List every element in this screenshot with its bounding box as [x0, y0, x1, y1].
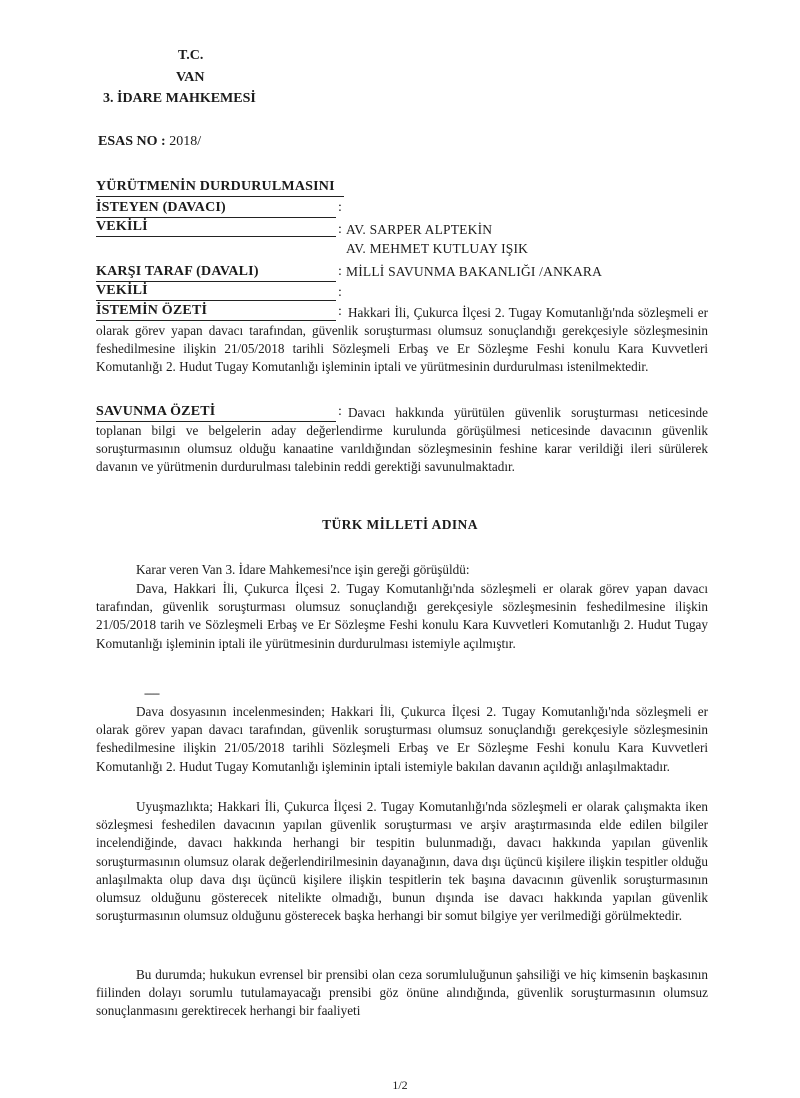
defense-summary-colon: : [338, 404, 342, 419]
page-number: 1/2 [392, 1078, 408, 1092]
request-label: YÜRÜTMENİN DURDURULMASINI [96, 179, 344, 197]
body-paragraph-4: Uyuşmazlıkta; Hakkari İli, Çukurca İlçesi 2. Tugay Komutanlığı'nda sözleşmeli er olarak çalışmakta iken sözleşmesi feshedilen davacının yapılan güvenlik soruşturması ve arşiv araştırmasında elde edilen bilgiler incelendiğinde, davacı hakkında herhangi bir tespitin bulunmadığı, davacı hakkında yapılan güvenlik soruşturmasının olumsuz olarak değerlendirilmesinin dayanağının, dava dışı üçüncü kişilere ilişkin tespitler olduğu anlaşılmakta olup dava dışı üçüncü kişilere ilişkin tespitlerin tek başına davacının güvenlik soruşturmasının olumsuz olduğunu gösterecek nitelikte olmadığı, bunun dışında ise davacı hakkında yapılan güvenlik soruşturmasının olumsuz olduğunu gösterecek başka herhangi bir somut bilgiye yer verilmediği görülmektedir. [96, 799, 708, 924]
claim-summary-label: İSTEMİN ÖZETİ [96, 303, 336, 321]
separator-dash: ----- [144, 686, 159, 700]
defendant-colon: : [338, 264, 342, 279]
defense-summary-label: SAVUNMA ÖZETİ [96, 404, 336, 422]
body-paragraph-3: Dava dosyasının incelenmesinden; Hakkari İli, Çukurca İlçesi 2. Tugay Komutanlığı'nda sözleşmeli er olarak görev yapan davacı tarafından, güvenlik soruşturması olumsuz sonuçlandığı gerekçesiyle sözleşmesinin feshedilmesine ilişkin 21/05/2018 tarihli Sözleşmeli Erbaş ve Er Sözleşme Feshi konulu Kara Kuvvetleri Komutanlığı 2. Hudut Tugay Komutanlığı işleminin iptali istemiyle bakılan davanın açıldığı anlaşılmaktadır. [96, 704, 708, 774]
body-paragraph-1: Karar veren Van 3. İdare Mahkemesi'nce işin gereği görüşüldü: [136, 562, 470, 577]
counsel-label: VEKİLİ [96, 219, 336, 237]
plaintiff-colon: : [338, 200, 342, 215]
counsel-colon: : [338, 222, 342, 237]
header-tc: T.C. [178, 48, 204, 63]
judgment-title: TÜRK MİLLETİ ADINA [322, 517, 478, 532]
defendant-value: MİLLİ SAVUNMA BAKANLIĞI /ANKARA [346, 264, 603, 279]
header-court: 3. İDARE MAHKEMESİ [103, 91, 256, 106]
defense-summary-text: Davacı hakkında yürütülen güvenlik soruşturması neticesinde toplanan bilgi ve belgelerin aday değerlendirme kurulunda görüşülmesi neticesinde davacının güvenlik soruşturmasının olumsuz olduğu kanaatine varıldığından sözleşmesinin feshine karar verildiği ileri sürülerek davanın ve yürütmenin durdurulması talebinin reddi gerektiği savunulmaktadır. [96, 405, 708, 474]
body-paragraph-5: Bu durumda; hukukun evrensel bir prensibi olan ceza sorumluluğunun şahsiliği ve hiç kimsenin başkasının fiilinden dolayı sorumlu tutulamayacağı prensibi göz önüne alındığında, güvenlik soruşturmasının olumsuz sonuçlanmasını gerektirecek herhangi bir faaliyeti [96, 967, 708, 1019]
counsel-value-2: AV. MEHMET KUTLUAY IŞIK [346, 241, 529, 256]
header-city: VAN [176, 70, 205, 85]
case-number-label: ESAS NO : [98, 134, 166, 149]
body-paragraph-2: Dava, Hakkari İli, Çukurca İlçesi 2. Tugay Komutanlığı'nda sözleşmeli er olarak görev yapan davacı tarafından, güvenlik soruşturması olumsuz sonuçlandığı gerekçesiyle sözleşmesinin feshedilmesine ilişkin 21/05/2018 tarih ve Sözleşmeli Erbaş ve Er Sözleşme Feshi konulu Kara Kuvvetleri Komutanlığı 2. Hudut Tugay Komutanlığı işleminin iptali ile yürütmesinin durdurulması istemiyle açılmıştır. [96, 581, 708, 651]
defendant-counsel-colon: : [338, 285, 342, 300]
case-number [98, 134, 201, 150]
case-number-value: 2018/ [169, 134, 202, 149]
plaintiff-label: İSTEYEN (DAVACI) [96, 200, 336, 218]
defendant-counsel-label: VEKİLİ [96, 283, 336, 301]
defendant-label: KARŞI TARAF (DAVALI) [96, 264, 336, 282]
claim-summary-colon: : [338, 304, 342, 319]
counsel-value-1: AV. SARPER ALPTEKİN [346, 222, 493, 237]
claim-summary-text: Hakkari İli, Çukurca İlçesi 2. Tugay Komutanlığı'nda sözleşmeli er olarak görev yapan davacı tarafından, güvenlik soruşturması olumsuz sonuçlandığı gerekçesiyle sözleşmesinin feshedilmesine ilişkin 21/05/2018 tarihli Sözleşmeli Erbaş ve Er Sözleşme Feshi konulu Kara Kuvvetleri Komutanlığı 2. Hudut Tugay Komutanlığı işleminin iptali ve yürütmesinin durdurulması istenilmektedir. [96, 305, 708, 374]
